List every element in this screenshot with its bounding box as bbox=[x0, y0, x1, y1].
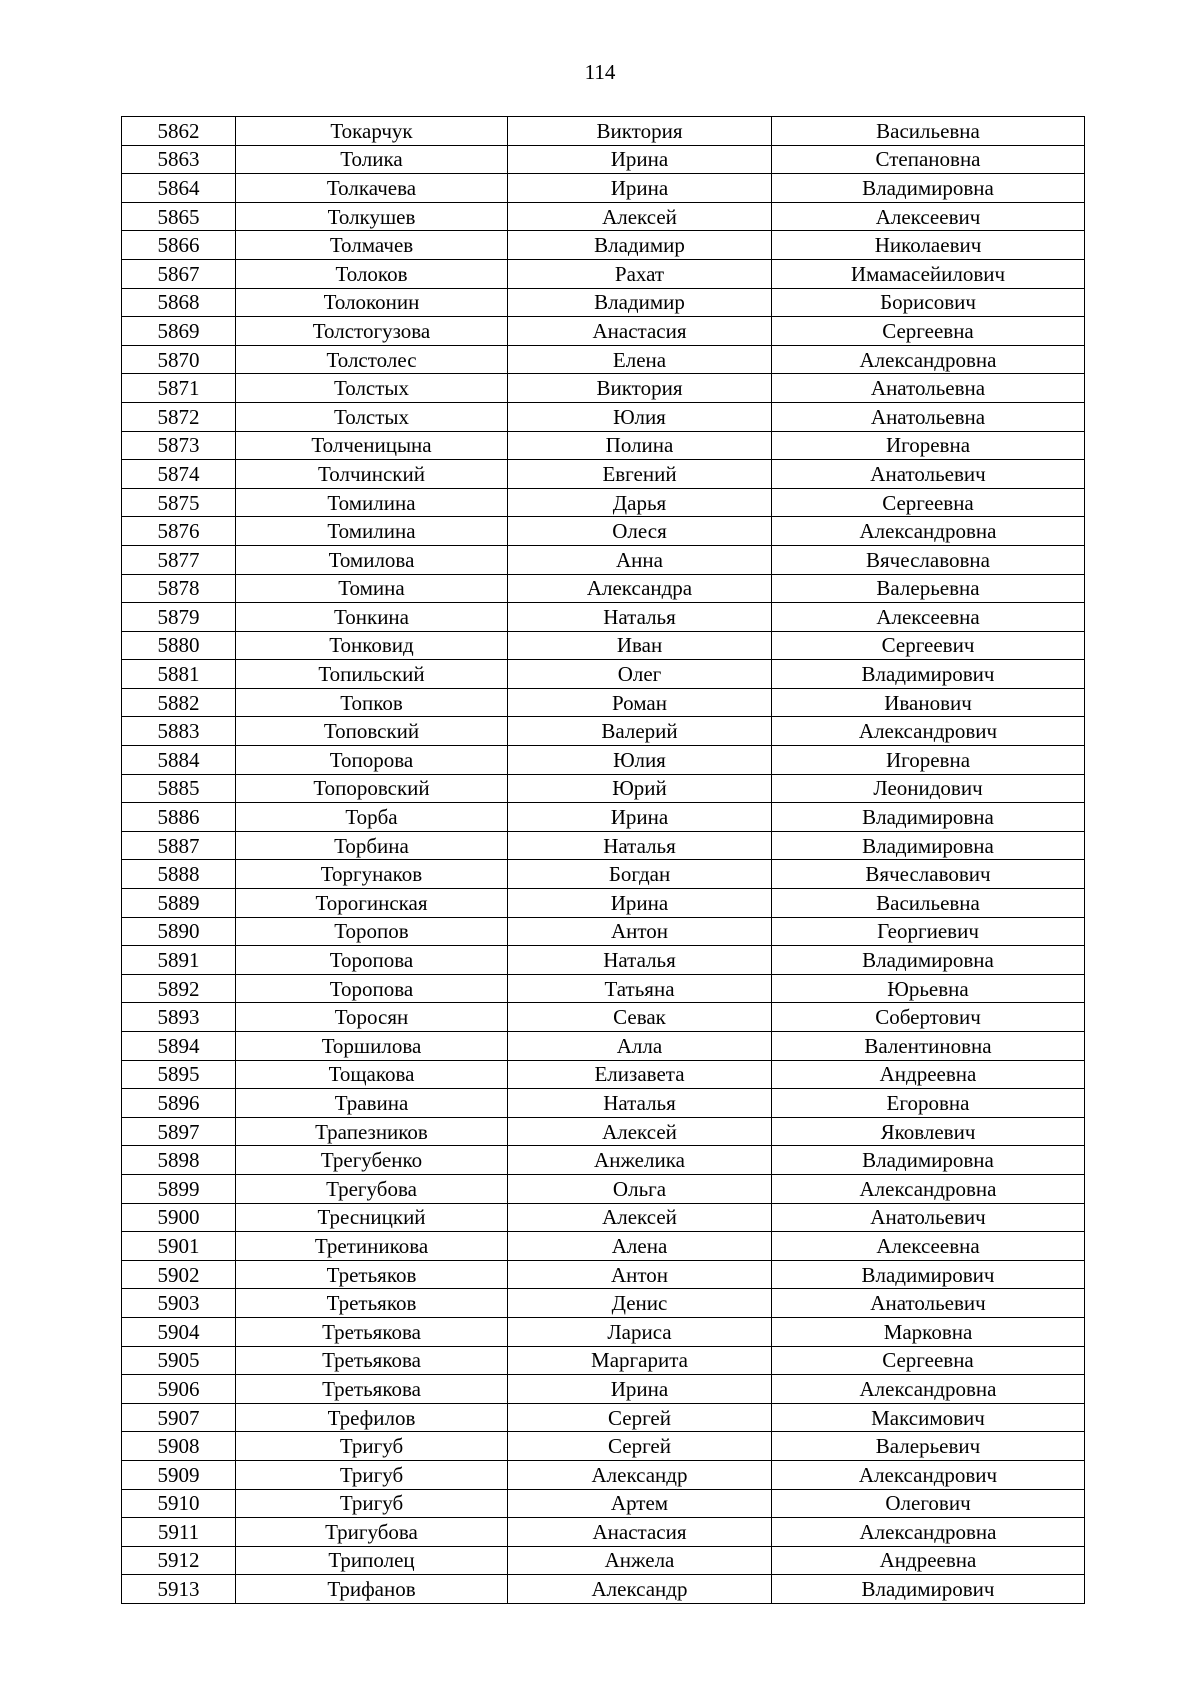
first-name-cell: Виктория bbox=[508, 374, 772, 403]
first-name-cell: Роман bbox=[508, 688, 772, 717]
table-row bbox=[122, 1260, 1085, 1289]
row-number-cell: 5894 bbox=[122, 1032, 236, 1061]
patronymic-cell: Сергеевич bbox=[772, 631, 1085, 660]
table-row bbox=[122, 202, 1085, 231]
table-row bbox=[122, 1003, 1085, 1032]
row-number-cell: 5879 bbox=[122, 603, 236, 632]
row-number-cell: 5890 bbox=[122, 917, 236, 946]
first-name-cell: Владимир bbox=[508, 231, 772, 260]
first-name-cell: Александр bbox=[508, 1460, 772, 1489]
table-row bbox=[122, 889, 1085, 918]
patronymic-cell: Анатольевна bbox=[772, 402, 1085, 431]
patronymic-cell: Вячеславович bbox=[772, 860, 1085, 889]
first-name-cell: Александр bbox=[508, 1575, 772, 1604]
first-name-cell: Богдан bbox=[508, 860, 772, 889]
last-name-cell: Тригуб bbox=[236, 1432, 508, 1461]
table-row bbox=[122, 431, 1085, 460]
patronymic-cell: Владимирович bbox=[772, 660, 1085, 689]
row-number-cell: 5884 bbox=[122, 746, 236, 775]
patronymic-cell: Олегович bbox=[772, 1489, 1085, 1518]
first-name-cell: Ирина bbox=[508, 803, 772, 832]
row-number-cell: 5868 bbox=[122, 288, 236, 317]
last-name-cell: Торбина bbox=[236, 831, 508, 860]
last-name-cell: Толкушев bbox=[236, 202, 508, 231]
table-row bbox=[122, 1174, 1085, 1203]
row-number-cell: 5882 bbox=[122, 688, 236, 717]
table-row bbox=[122, 145, 1085, 174]
table-row bbox=[122, 574, 1085, 603]
first-name-cell: Анжелика bbox=[508, 1146, 772, 1175]
row-number-cell: 5888 bbox=[122, 860, 236, 889]
row-number-cell: 5906 bbox=[122, 1375, 236, 1404]
table-row bbox=[122, 1146, 1085, 1175]
row-number-cell: 5863 bbox=[122, 145, 236, 174]
last-name-cell: Тощакова bbox=[236, 1060, 508, 1089]
last-name-cell: Тригуб bbox=[236, 1489, 508, 1518]
row-number-cell: 5871 bbox=[122, 374, 236, 403]
last-name-cell: Томилова bbox=[236, 545, 508, 574]
row-number-cell: 5900 bbox=[122, 1203, 236, 1232]
patronymic-cell: Собертович bbox=[772, 1003, 1085, 1032]
patronymic-cell: Вячеславовна bbox=[772, 545, 1085, 574]
row-number-cell: 5873 bbox=[122, 431, 236, 460]
patronymic-cell: Алексеевна bbox=[772, 1232, 1085, 1261]
last-name-cell: Тонковид bbox=[236, 631, 508, 660]
first-name-cell: Анастасия bbox=[508, 317, 772, 346]
last-name-cell: Трегубенко bbox=[236, 1146, 508, 1175]
last-name-cell: Топильский bbox=[236, 660, 508, 689]
row-number-cell: 5904 bbox=[122, 1317, 236, 1346]
first-name-cell: Ирина bbox=[508, 174, 772, 203]
table-row bbox=[122, 1460, 1085, 1489]
last-name-cell: Толкачева bbox=[236, 174, 508, 203]
row-number-cell: 5892 bbox=[122, 974, 236, 1003]
table-row bbox=[122, 603, 1085, 632]
table-row bbox=[122, 1317, 1085, 1346]
row-number-cell: 5897 bbox=[122, 1117, 236, 1146]
first-name-cell: Юлия bbox=[508, 402, 772, 431]
table-row bbox=[122, 1575, 1085, 1604]
patronymic-cell: Валерьевна bbox=[772, 574, 1085, 603]
table-row bbox=[122, 1546, 1085, 1575]
row-number-cell: 5881 bbox=[122, 660, 236, 689]
table-row bbox=[122, 374, 1085, 403]
last-name-cell: Топорова bbox=[236, 746, 508, 775]
row-number-cell: 5874 bbox=[122, 460, 236, 489]
table-row bbox=[122, 117, 1085, 146]
row-number-cell: 5887 bbox=[122, 831, 236, 860]
first-name-cell: Елизавета bbox=[508, 1060, 772, 1089]
table-row bbox=[122, 1203, 1085, 1232]
table-row bbox=[122, 803, 1085, 832]
first-name-cell: Дарья bbox=[508, 488, 772, 517]
row-number-cell: 5870 bbox=[122, 345, 236, 374]
first-name-cell: Юрий bbox=[508, 774, 772, 803]
last-name-cell: Торогинская bbox=[236, 889, 508, 918]
row-number-cell: 5895 bbox=[122, 1060, 236, 1089]
first-name-cell: Валерий bbox=[508, 717, 772, 746]
patronymic-cell: Имамасейилович bbox=[772, 259, 1085, 288]
last-name-cell: Томилина bbox=[236, 488, 508, 517]
table-row bbox=[122, 1518, 1085, 1547]
last-name-cell: Трефилов bbox=[236, 1403, 508, 1432]
table-row bbox=[122, 174, 1085, 203]
first-name-cell: Артем bbox=[508, 1489, 772, 1518]
patronymic-cell: Сергеевна bbox=[772, 317, 1085, 346]
table-row bbox=[122, 1060, 1085, 1089]
last-name-cell: Томилина bbox=[236, 517, 508, 546]
first-name-cell: Наталья bbox=[508, 946, 772, 975]
row-number-cell: 5876 bbox=[122, 517, 236, 546]
first-name-cell: Елена bbox=[508, 345, 772, 374]
row-number-cell: 5902 bbox=[122, 1260, 236, 1289]
row-number-cell: 5889 bbox=[122, 889, 236, 918]
patronymic-cell: Владимировна bbox=[772, 831, 1085, 860]
patronymic-cell: Егоровна bbox=[772, 1089, 1085, 1118]
patronymic-cell: Васильевна bbox=[772, 117, 1085, 146]
row-number-cell: 5862 bbox=[122, 117, 236, 146]
table-row bbox=[122, 402, 1085, 431]
last-name-cell: Третьяков bbox=[236, 1289, 508, 1318]
last-name-cell: Топков bbox=[236, 688, 508, 717]
last-name-cell: Томина bbox=[236, 574, 508, 603]
first-name-cell: Алексей bbox=[508, 1117, 772, 1146]
last-name-cell: Толчинский bbox=[236, 460, 508, 489]
last-name-cell: Торба bbox=[236, 803, 508, 832]
first-name-cell: Ирина bbox=[508, 889, 772, 918]
last-name-cell: Токарчук bbox=[236, 117, 508, 146]
patronymic-cell: Яковлевич bbox=[772, 1117, 1085, 1146]
patronymic-cell: Алексеевна bbox=[772, 603, 1085, 632]
first-name-cell: Маргарита bbox=[508, 1346, 772, 1375]
table-row bbox=[122, 345, 1085, 374]
last-name-cell: Торопов bbox=[236, 917, 508, 946]
last-name-cell: Травина bbox=[236, 1089, 508, 1118]
row-number-cell: 5907 bbox=[122, 1403, 236, 1432]
last-name-cell: Трапезников bbox=[236, 1117, 508, 1146]
page-number: 114 bbox=[584, 60, 616, 84]
last-name-cell: Торгунаков bbox=[236, 860, 508, 889]
patronymic-cell: Владимирович bbox=[772, 1260, 1085, 1289]
first-name-cell: Виктория bbox=[508, 117, 772, 146]
last-name-cell: Толстых bbox=[236, 402, 508, 431]
last-name-cell: Толченицына bbox=[236, 431, 508, 460]
row-number-cell: 5864 bbox=[122, 174, 236, 203]
last-name-cell: Третьякова bbox=[236, 1375, 508, 1404]
last-name-cell: Толмачев bbox=[236, 231, 508, 260]
last-name-cell: Трегубова bbox=[236, 1174, 508, 1203]
table-row bbox=[122, 545, 1085, 574]
first-name-cell: Алла bbox=[508, 1032, 772, 1061]
first-name-cell: Наталья bbox=[508, 831, 772, 860]
table-row bbox=[122, 631, 1085, 660]
table-row bbox=[122, 831, 1085, 860]
first-name-cell: Юлия bbox=[508, 746, 772, 775]
last-name-cell: Толоков bbox=[236, 259, 508, 288]
patronymic-cell: Марковна bbox=[772, 1317, 1085, 1346]
patronymic-cell: Владимировна bbox=[772, 1146, 1085, 1175]
patronymic-cell: Иванович bbox=[772, 688, 1085, 717]
patronymic-cell: Владимировна bbox=[772, 946, 1085, 975]
patronymic-cell: Анатольевич bbox=[772, 1289, 1085, 1318]
patronymic-cell: Степановна bbox=[772, 145, 1085, 174]
patronymic-cell: Александровна bbox=[772, 1174, 1085, 1203]
patronymic-cell: Владимировна bbox=[772, 803, 1085, 832]
patronymic-cell: Валерьевич bbox=[772, 1432, 1085, 1461]
first-name-cell: Ирина bbox=[508, 1375, 772, 1404]
row-number-cell: 5891 bbox=[122, 946, 236, 975]
last-name-cell: Толстых bbox=[236, 374, 508, 403]
table-row bbox=[122, 1232, 1085, 1261]
patronymic-cell: Юрьевна bbox=[772, 974, 1085, 1003]
table-row bbox=[122, 1375, 1085, 1404]
first-name-cell: Анастасия bbox=[508, 1518, 772, 1547]
table-row bbox=[122, 488, 1085, 517]
last-name-cell: Толстолес bbox=[236, 345, 508, 374]
patronymic-cell: Валентиновна bbox=[772, 1032, 1085, 1061]
table-row bbox=[122, 1289, 1085, 1318]
first-name-cell: Алексей bbox=[508, 1203, 772, 1232]
table-row bbox=[122, 746, 1085, 775]
row-number-cell: 5913 bbox=[122, 1575, 236, 1604]
patronymic-cell: Андреевна bbox=[772, 1060, 1085, 1089]
last-name-cell: Третиникова bbox=[236, 1232, 508, 1261]
row-number-cell: 5875 bbox=[122, 488, 236, 517]
first-name-cell: Татьяна bbox=[508, 974, 772, 1003]
first-name-cell: Владимир bbox=[508, 288, 772, 317]
row-number-cell: 5896 bbox=[122, 1089, 236, 1118]
row-number-cell: 5899 bbox=[122, 1174, 236, 1203]
first-name-cell: Ольга bbox=[508, 1174, 772, 1203]
table-row bbox=[122, 946, 1085, 975]
last-name-cell: Трифанов bbox=[236, 1575, 508, 1604]
row-number-cell: 5898 bbox=[122, 1146, 236, 1175]
row-number-cell: 5909 bbox=[122, 1460, 236, 1489]
first-name-cell: Антон bbox=[508, 1260, 772, 1289]
patronymic-cell: Игоревна bbox=[772, 431, 1085, 460]
first-name-cell: Полина bbox=[508, 431, 772, 460]
first-name-cell: Севак bbox=[508, 1003, 772, 1032]
last-name-cell: Топовский bbox=[236, 717, 508, 746]
table-row bbox=[122, 460, 1085, 489]
first-name-cell: Сергей bbox=[508, 1432, 772, 1461]
table-row bbox=[122, 288, 1085, 317]
table-row bbox=[122, 1089, 1085, 1118]
patronymic-cell: Георгиевич bbox=[772, 917, 1085, 946]
table-row bbox=[122, 517, 1085, 546]
table-row bbox=[122, 317, 1085, 346]
patronymic-cell: Владимирович bbox=[772, 1575, 1085, 1604]
last-name-cell: Торшилова bbox=[236, 1032, 508, 1061]
row-number-cell: 5878 bbox=[122, 574, 236, 603]
first-name-cell: Антон bbox=[508, 917, 772, 946]
patronymic-cell: Борисович bbox=[772, 288, 1085, 317]
row-number-cell: 5911 bbox=[122, 1518, 236, 1547]
table-row bbox=[122, 917, 1085, 946]
row-number-cell: 5885 bbox=[122, 774, 236, 803]
row-number-cell: 5910 bbox=[122, 1489, 236, 1518]
first-name-cell: Денис bbox=[508, 1289, 772, 1318]
first-name-cell: Олег bbox=[508, 660, 772, 689]
first-name-cell: Александра bbox=[508, 574, 772, 603]
last-name-cell: Толстогузова bbox=[236, 317, 508, 346]
table-row bbox=[122, 259, 1085, 288]
table-row bbox=[122, 1403, 1085, 1432]
last-name-cell: Тресницкий bbox=[236, 1203, 508, 1232]
last-name-cell: Торосян bbox=[236, 1003, 508, 1032]
first-name-cell: Алена bbox=[508, 1232, 772, 1261]
row-number-cell: 5886 bbox=[122, 803, 236, 832]
table-row bbox=[122, 717, 1085, 746]
patronymic-cell: Максимович bbox=[772, 1403, 1085, 1432]
row-number-cell: 5867 bbox=[122, 259, 236, 288]
row-number-cell: 5908 bbox=[122, 1432, 236, 1461]
patronymic-cell: Анатольевич bbox=[772, 1203, 1085, 1232]
row-number-cell: 5893 bbox=[122, 1003, 236, 1032]
roster-body bbox=[122, 117, 1085, 1604]
row-number-cell: 5866 bbox=[122, 231, 236, 260]
row-number-cell: 5905 bbox=[122, 1346, 236, 1375]
last-name-cell: Тонкина bbox=[236, 603, 508, 632]
first-name-cell: Олеся bbox=[508, 517, 772, 546]
table-row bbox=[122, 860, 1085, 889]
last-name-cell: Тригуб bbox=[236, 1460, 508, 1489]
first-name-cell: Наталья bbox=[508, 603, 772, 632]
table-row bbox=[122, 1432, 1085, 1461]
first-name-cell: Евгений bbox=[508, 460, 772, 489]
patronymic-cell: Александровна bbox=[772, 345, 1085, 374]
patronymic-cell: Александрович bbox=[772, 1460, 1085, 1489]
table-row bbox=[122, 660, 1085, 689]
row-number-cell: 5883 bbox=[122, 717, 236, 746]
last-name-cell: Топоровский bbox=[236, 774, 508, 803]
row-number-cell: 5880 bbox=[122, 631, 236, 660]
first-name-cell: Ирина bbox=[508, 145, 772, 174]
row-number-cell: 5901 bbox=[122, 1232, 236, 1261]
table-row bbox=[122, 774, 1085, 803]
first-name-cell: Сергей bbox=[508, 1403, 772, 1432]
row-number-cell: 5877 bbox=[122, 545, 236, 574]
row-number-cell: 5869 bbox=[122, 317, 236, 346]
patronymic-cell: Александровна bbox=[772, 1518, 1085, 1547]
table-row bbox=[122, 974, 1085, 1003]
first-name-cell: Анна bbox=[508, 545, 772, 574]
first-name-cell: Алексей bbox=[508, 202, 772, 231]
patronymic-cell: Васильевна bbox=[772, 889, 1085, 918]
table-row bbox=[122, 688, 1085, 717]
last-name-cell: Тригубова bbox=[236, 1518, 508, 1547]
patronymic-cell: Анатольевна bbox=[772, 374, 1085, 403]
patronymic-cell: Владимировна bbox=[772, 174, 1085, 203]
patronymic-cell: Алексеевич bbox=[772, 202, 1085, 231]
last-name-cell: Толоконин bbox=[236, 288, 508, 317]
first-name-cell: Рахат bbox=[508, 259, 772, 288]
table-row bbox=[122, 231, 1085, 260]
row-number-cell: 5865 bbox=[122, 202, 236, 231]
patronymic-cell: Александрович bbox=[772, 717, 1085, 746]
first-name-cell: Анжела bbox=[508, 1546, 772, 1575]
patronymic-cell: Сергеевна bbox=[772, 1346, 1085, 1375]
row-number-cell: 5872 bbox=[122, 402, 236, 431]
patronymic-cell: Леонидович bbox=[772, 774, 1085, 803]
last-name-cell: Триполец bbox=[236, 1546, 508, 1575]
last-name-cell: Толика bbox=[236, 145, 508, 174]
patronymic-cell: Сергеевна bbox=[772, 488, 1085, 517]
first-name-cell: Наталья bbox=[508, 1089, 772, 1118]
last-name-cell: Торопова bbox=[236, 946, 508, 975]
patronymic-cell: Александровна bbox=[772, 1375, 1085, 1404]
patronymic-cell: Николаевич bbox=[772, 231, 1085, 260]
table-row bbox=[122, 1489, 1085, 1518]
patronymic-cell: Игоревна bbox=[772, 746, 1085, 775]
table-row bbox=[122, 1032, 1085, 1061]
patronymic-cell: Анатольевич bbox=[772, 460, 1085, 489]
row-number-cell: 5912 bbox=[122, 1546, 236, 1575]
roster-table bbox=[121, 116, 1085, 1604]
row-number-cell: 5903 bbox=[122, 1289, 236, 1318]
last-name-cell: Третьякова bbox=[236, 1346, 508, 1375]
table-row bbox=[122, 1117, 1085, 1146]
last-name-cell: Торопова bbox=[236, 974, 508, 1003]
patronymic-cell: Александровна bbox=[772, 517, 1085, 546]
table-row bbox=[122, 1346, 1085, 1375]
first-name-cell: Лариса bbox=[508, 1317, 772, 1346]
last-name-cell: Третьяков bbox=[236, 1260, 508, 1289]
patronymic-cell: Андреевна bbox=[772, 1546, 1085, 1575]
last-name-cell: Третьякова bbox=[236, 1317, 508, 1346]
first-name-cell: Иван bbox=[508, 631, 772, 660]
